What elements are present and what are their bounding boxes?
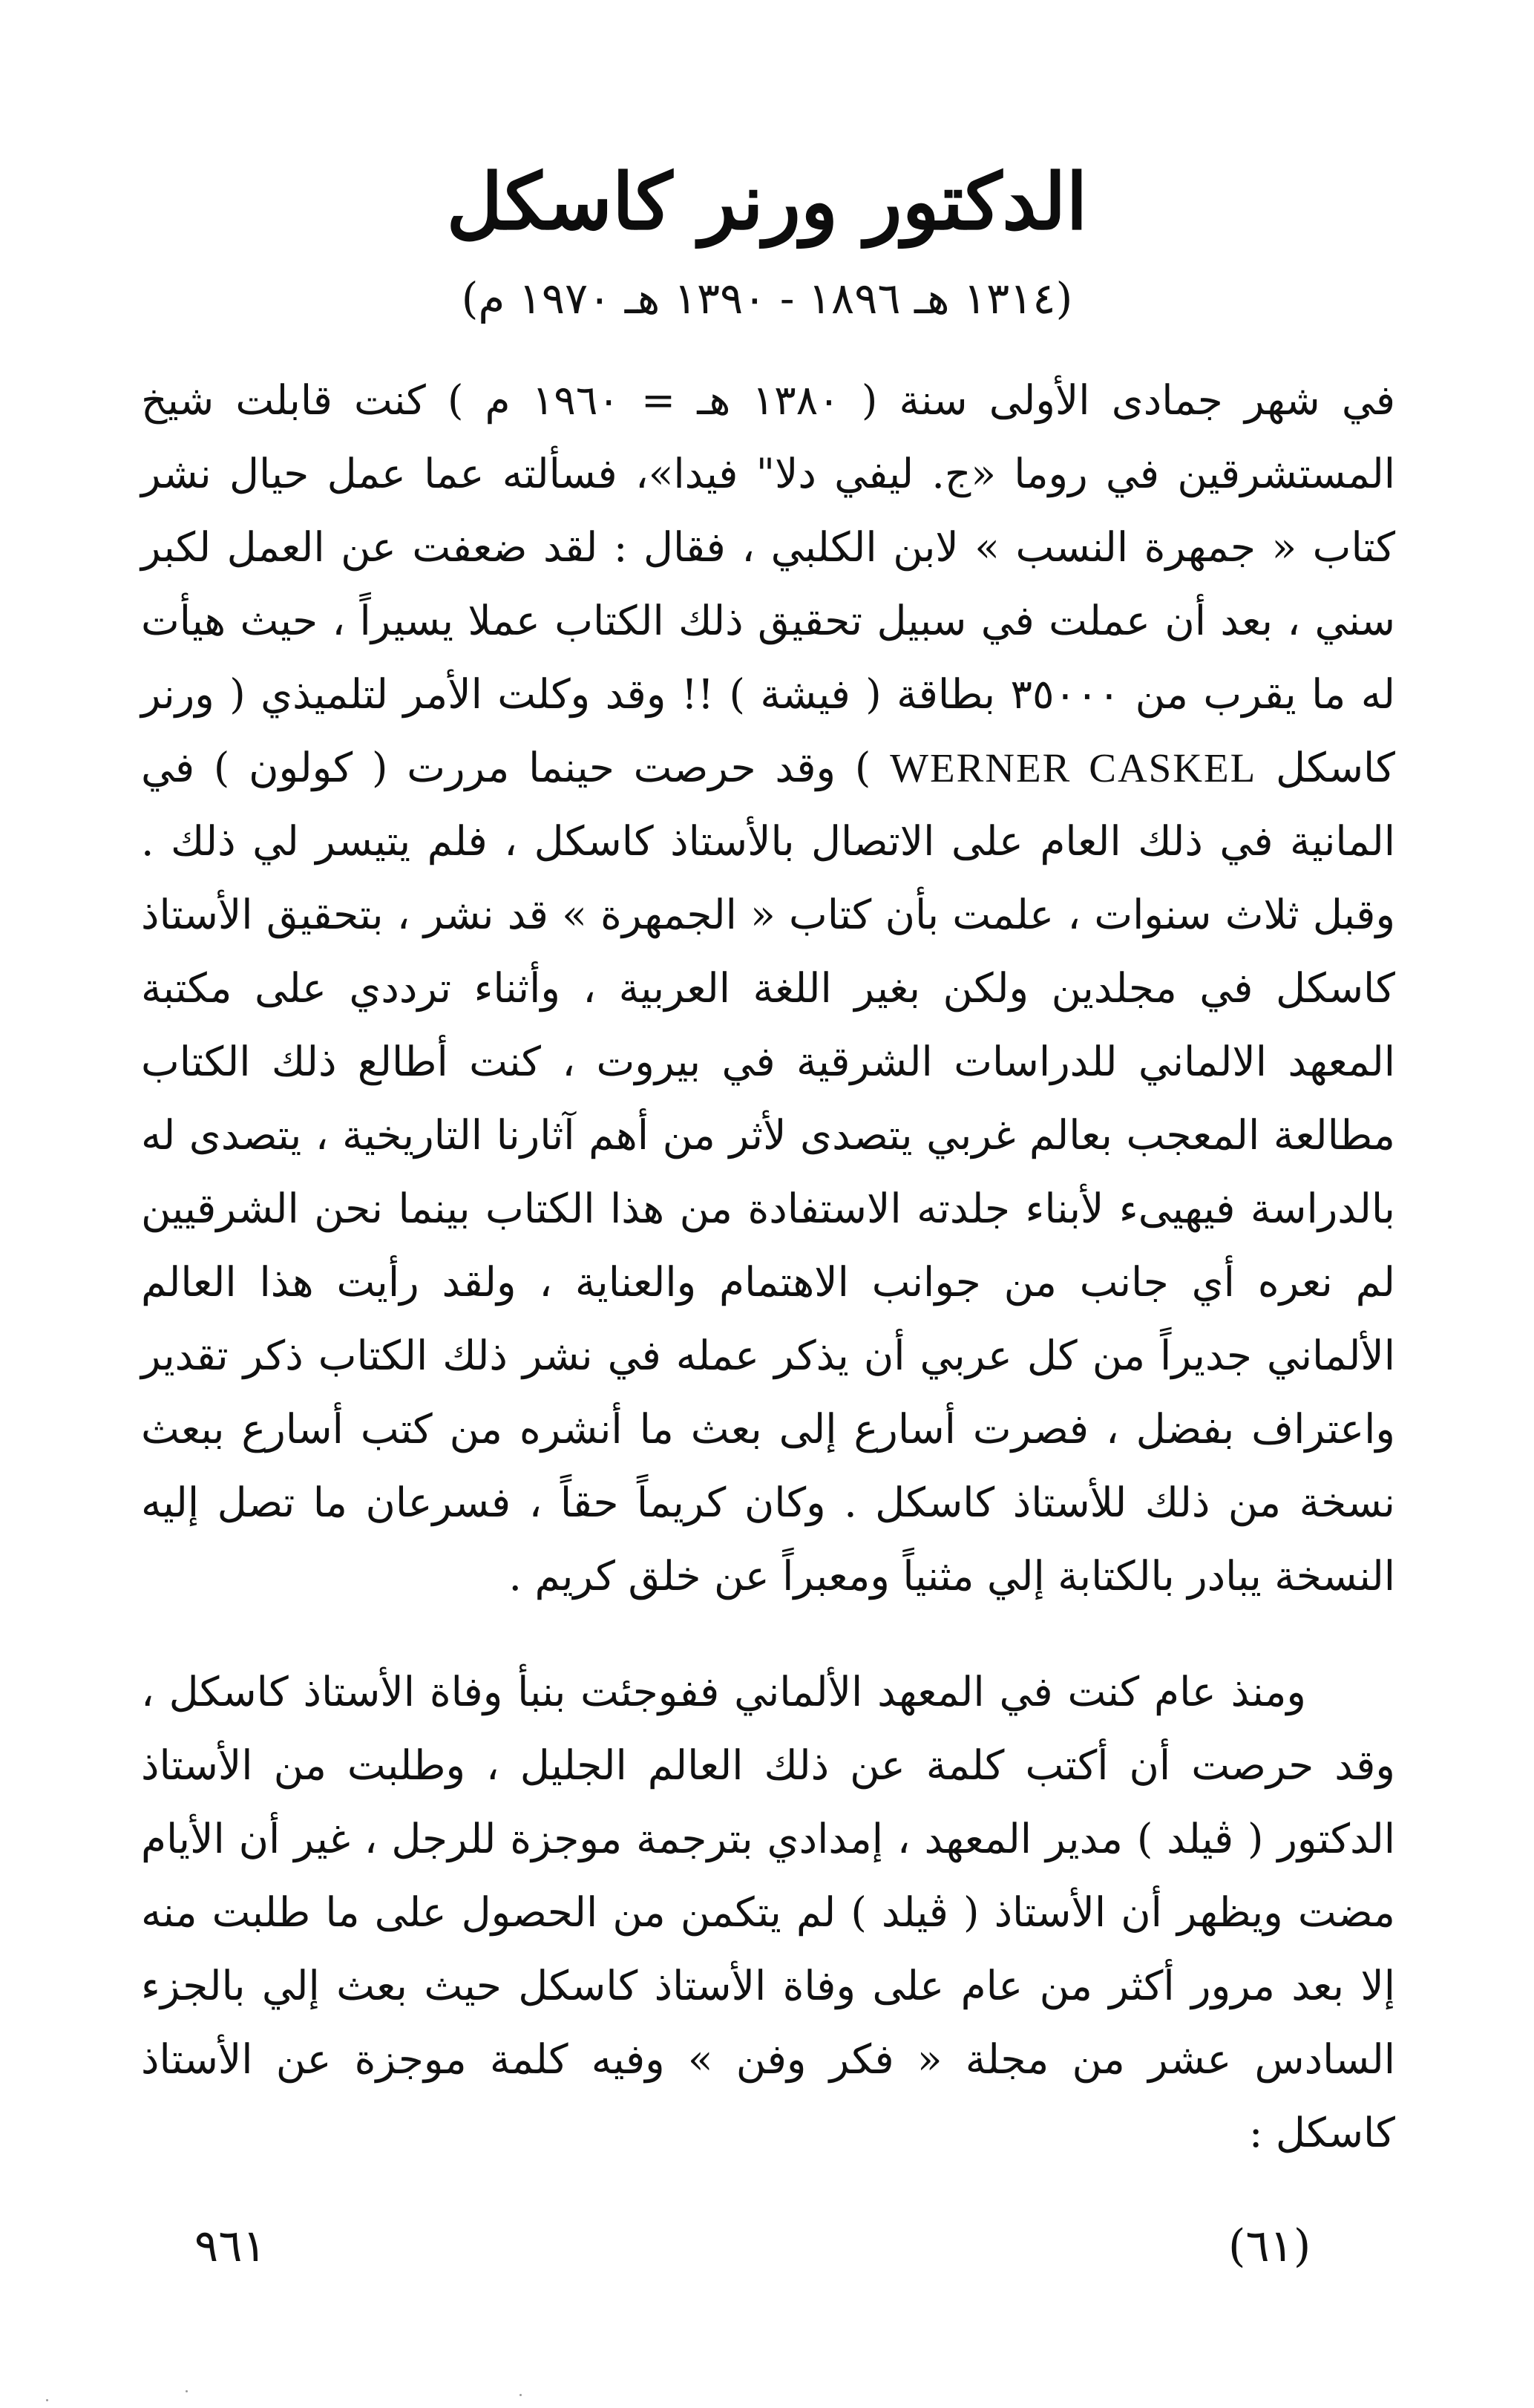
scan-speck <box>519 2394 522 2396</box>
life-dates: (١٣١٤ هـ ١٨٩٦ - ١٣٩٠ هـ ١٩٧٠ م) <box>461 273 1073 324</box>
paragraph-2 <box>141 1655 1395 2170</box>
paragraph-1 <box>141 364 1395 1613</box>
page-number-right: (٦١) <box>1228 2220 1311 2272</box>
page-number-left: ٩٦١ <box>194 2220 266 2272</box>
paragraph-1-part-a: في شهر جمادى الأولى سنة ( ١٣٨٠ هـ = ١٩٦٠ م ) كنت قابلت شيخ المستشرقين في روما «ج. ليفي دلا" فيدا»، فسألته عما عمل حيال نشر كتاب « جمهرة النسب » لابن الكلبي ، فقال : لقد ضعفت عن العمل لكبر سني ، بعد أن عملت في سبيل تحقيق ذلك الكتاب عملا يسيراً ، حيث هيأت له ما يقرب من ٣٥٠٠٠ بطاقة ( فيشة ) !! وقد وكلت الأمر لتلميذي ( ورنر كاسكل <box>141 376 1396 791</box>
article-title: الدكتور ورنر كاسكل <box>446 156 1088 247</box>
scan-speck <box>186 2390 188 2392</box>
paragraph-1-text <box>141 364 1395 1613</box>
latin-name: WERNER CASKEL <box>890 745 1257 791</box>
scan-speck <box>46 2399 48 2401</box>
paragraph-2-text: ومنذ عام كنت في المعهد الألماني ففوجئت بنبأ وفاة الأستاذ كاسكل ، وقد حرصت أن أكتب كلمة عن ذلك العالم الجليل ، وطلبت من الأستاذ الدكتور ( ڤيلد ) مدير المعهد ، إمدادي بترجمة موجزة للرجل ، غير أن الأيام مضت ويظهر أن الأستاذ ( ڤيلد ) لم يتكمن من الحصول على ما طلبت منه إلا بعد مرور أكثر من عام على وفاة الأستاذ كاسكل حيث بعث إلي بالجزء السادس عشر من مجلة « فكر وفن » وفيه كلمة موجزة عن الأستاذ كاسكل : <box>141 1668 1395 2156</box>
paragraph-1-part-b: ) وقد حرصت حينما مررت ( كولون ) في المانية في ذلك العام على الاتصال بالأستاذ كاسكل ، فلم يتيسر لي ذلك . وقبل ثلاث سنوات ، علمت بأن كتاب « الجمهرة » قد نشر ، بتحقيق الأستاذ كاسكل في مجلدين ولكن بغير اللغة العربية ، وأثناء ترددي على مكتبة المعهد الالماني للدراسات الشرقية في بيروت ، كنت أطالع ذلك الكتاب مطالعة المعجب بعالم غربي يتصدى لأثر من أهم آثارنا التاريخية ، يتصدى له بالدراسة فيهيىء لأبناء جلدته الاستفادة من هذا الكتاب بينما نحن الشرقيين لم نعره أي جانب من جوانب الاهتمام والعناية ، ولقد رأيت هذا العالم الألماني جديراً من كل عربي أن يذكر عمله في نشر ذلك الكتاب ذكر تقدير واعتراف بفضل ، فصرت أسارع إلى بعث ما أنشره من كتب أسارع ببعث نسخة من ذلك للأستاذ كاسكل . وكان كريماً حقاً ، فسرعان ما تصل إليه النسخة يبادر بالكتابة إلي مثنياً ومعبراً عن خلق كريم . <box>141 744 1395 1600</box>
